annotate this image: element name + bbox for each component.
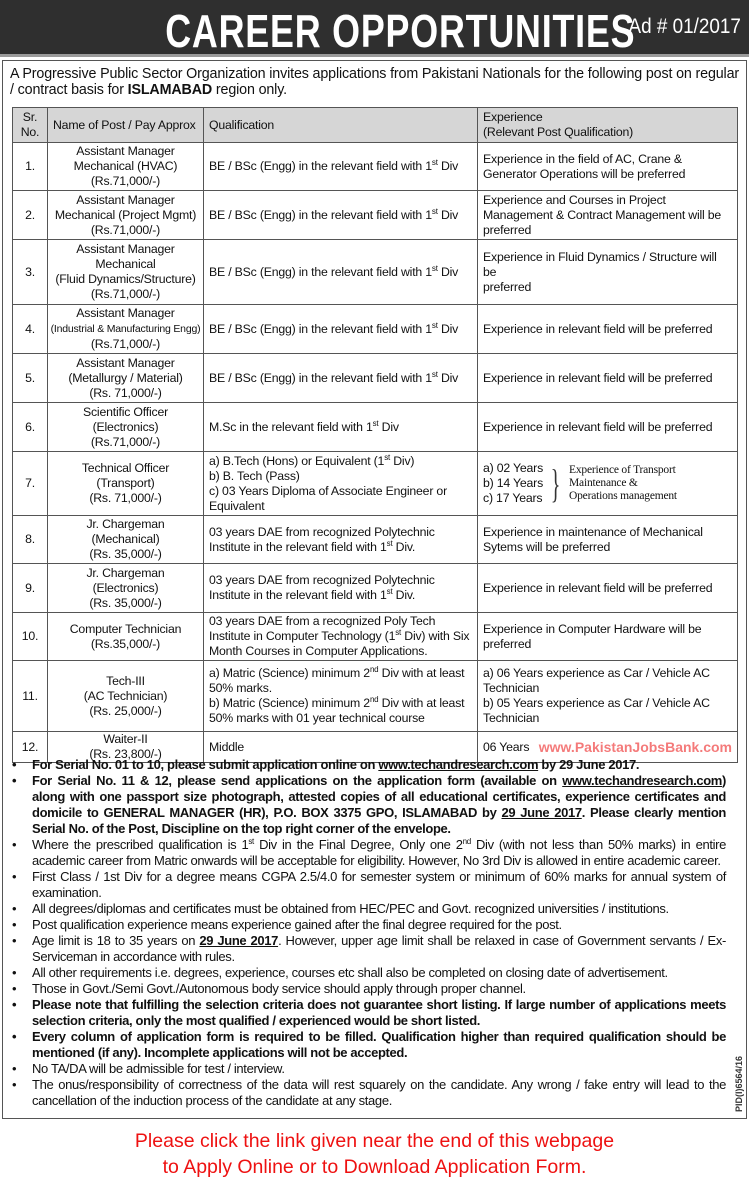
experience-line: preferred bbox=[483, 222, 532, 237]
table-row bbox=[13, 305, 738, 354]
note-segment: Every column of application form is required to be filled. Qualification higher than required qualification should be mentioned (if any). Incomplete applications will not be accepted. bbox=[32, 1029, 726, 1060]
experience bbox=[478, 516, 738, 564]
note-item bbox=[8, 837, 726, 869]
serial-number: 9. bbox=[13, 564, 48, 613]
qualification-line: BE / BSc (Engg) in the relevant field with 1st Div bbox=[209, 206, 459, 222]
experience-content bbox=[483, 420, 732, 435]
bullet-icon: • bbox=[12, 997, 17, 1012]
post-name bbox=[48, 143, 204, 191]
post-name-line: (Rs. 71,000/-) bbox=[89, 385, 162, 400]
qualification bbox=[204, 661, 478, 732]
table-row bbox=[13, 452, 738, 516]
note-segment: www.techandresearch.com bbox=[378, 757, 539, 772]
note-item bbox=[8, 1061, 726, 1077]
experience-line: b) 05 Years experience as Car / Vehicle AC bbox=[483, 696, 710, 710]
bullet-icon: • bbox=[12, 837, 17, 852]
experience-lines bbox=[483, 525, 703, 555]
post-name-line: Waiter-II bbox=[103, 732, 148, 746]
note-segment: Age limit is 18 to 35 years on bbox=[32, 933, 200, 948]
post-name-line: Mechanical bbox=[95, 257, 156, 271]
note-item bbox=[8, 1077, 726, 1109]
note-segment: No TA/DA will be admissible for test / interview. bbox=[32, 1061, 285, 1076]
post-name-line: (Rs.71,000/-) bbox=[90, 287, 161, 301]
post-name-line: (Rs.35,000/-) bbox=[90, 636, 161, 651]
qualification bbox=[204, 564, 478, 613]
note-text bbox=[32, 997, 726, 1029]
bullet-icon: • bbox=[12, 965, 17, 980]
note-item bbox=[8, 869, 726, 901]
bullet-icon: • bbox=[12, 773, 17, 788]
qualification-line: 03 years DAE from recognized Polytechnic bbox=[209, 573, 435, 587]
superscript: st bbox=[431, 320, 438, 330]
qualification-line: Month Courses in Computer Applications. bbox=[209, 644, 428, 658]
table-header-row bbox=[13, 108, 738, 143]
intro-region: ISLAMABAD bbox=[127, 82, 213, 98]
note-item bbox=[8, 757, 726, 773]
qualification bbox=[204, 516, 478, 564]
experience-lines bbox=[483, 193, 721, 238]
experience bbox=[478, 452, 738, 516]
qualification-line: BE / BSc (Engg) in the relevant field with 1st Div bbox=[209, 369, 459, 385]
experience bbox=[478, 403, 738, 452]
serial-number: 4. bbox=[13, 305, 48, 354]
superscript: st bbox=[372, 418, 379, 428]
post-name-line: (Rs. 35,000/-) bbox=[89, 595, 162, 610]
qualification-line: 50% marks with 01 year technical course bbox=[209, 711, 425, 725]
experience-line: 06 Years bbox=[483, 739, 530, 754]
experience-year: b) 14 Years bbox=[483, 476, 544, 490]
post-name bbox=[48, 354, 204, 403]
experience bbox=[478, 354, 738, 403]
experience-line: a) 06 Years experience as Car / Vehicle AC bbox=[483, 666, 710, 680]
post-name-line: (Rs. 23,800/-) bbox=[89, 747, 162, 761]
bullet-icon: • bbox=[12, 901, 17, 916]
experience-content bbox=[483, 740, 732, 755]
post-name-line: (Fluid Dynamics/Structure) bbox=[55, 272, 196, 286]
experience-note-line: Experience of Transport bbox=[569, 464, 676, 476]
table-body bbox=[13, 143, 738, 763]
experience-lines bbox=[483, 250, 732, 295]
superscript: st bbox=[431, 158, 438, 167]
serial-number: 8. bbox=[13, 516, 48, 564]
col-sr-line: No. bbox=[20, 125, 40, 139]
qualification-line: 03 years DAE from a recognized Poly Tech bbox=[209, 614, 436, 628]
post-name-line: (Rs.71,000/-) bbox=[90, 434, 161, 449]
bullet-icon: • bbox=[12, 757, 17, 772]
superscript: st bbox=[431, 263, 438, 273]
qualification bbox=[204, 452, 478, 516]
experience-years bbox=[483, 461, 543, 506]
experience bbox=[478, 661, 738, 732]
intro-text bbox=[10, 66, 745, 98]
experience-content bbox=[483, 250, 732, 295]
qualification bbox=[204, 240, 478, 305]
note-segment: Those in Govt./Semi Govt./Autonomous body service should apply through proper channel. bbox=[32, 981, 526, 996]
post-name-line: Tech-III bbox=[106, 673, 145, 688]
note-text bbox=[32, 901, 669, 917]
serial-number: 2. bbox=[13, 191, 48, 240]
note-text bbox=[32, 1029, 726, 1061]
note-segment: Div in the Final Degree, Only one 2 bbox=[253, 837, 463, 852]
qualification bbox=[204, 354, 478, 403]
post-name-line: (AC Technician) bbox=[83, 688, 168, 703]
qualification-line: Institute in the relevant field with 1st Div. bbox=[209, 587, 416, 602]
experience-line: Experience in the field of AC, Crane & bbox=[483, 151, 682, 166]
experience-year: a) 02 Years bbox=[483, 461, 544, 475]
superscript: nd bbox=[369, 695, 379, 704]
post-name bbox=[48, 191, 204, 240]
post-name-line: Assistant Manager bbox=[76, 144, 175, 158]
post-name-line: Technical Officer bbox=[81, 461, 170, 475]
experience-line: Experience in Fluid Dynamics / Structure will be bbox=[483, 249, 717, 279]
qualification-line: a) B.Tech (Hons) or Equivalent (1st Div) bbox=[209, 452, 415, 468]
note-item bbox=[8, 1029, 726, 1061]
experience bbox=[478, 305, 738, 354]
note-item bbox=[8, 917, 726, 933]
note-segment: ) along with one passport size photograph, attested copies of all educational certificates, experience certificates and domicile to GENERAL MANAGER (HR), P.O. BOX 3375 GPO, ISLAMABAD by bbox=[32, 773, 726, 820]
post-name-line: Jr. Chargeman bbox=[86, 565, 165, 580]
pid-code: PID(I)6564/16 bbox=[734, 1055, 744, 1112]
serial-number: 6. bbox=[13, 403, 48, 452]
experience-line: Management & Contract Management will be bbox=[483, 207, 722, 222]
experience bbox=[478, 564, 738, 613]
bullet-icon: • bbox=[12, 1029, 17, 1044]
experience-lines bbox=[483, 622, 701, 652]
experience-lines bbox=[483, 581, 712, 596]
experience-bracket bbox=[483, 461, 732, 506]
bullet-icon: • bbox=[12, 981, 17, 996]
note-item bbox=[8, 933, 726, 965]
qualification-line: Middle bbox=[209, 739, 245, 754]
superscript: nd bbox=[369, 665, 379, 674]
experience-lines bbox=[483, 152, 685, 182]
serial-number: 7. bbox=[13, 452, 48, 516]
note-text bbox=[32, 869, 726, 901]
post-name-line: Scientific Officer bbox=[82, 404, 168, 419]
note-text bbox=[32, 1061, 285, 1077]
note-segment: Post qualification experience means experience gained after the final degree required for the post. bbox=[32, 917, 562, 932]
note-text bbox=[32, 917, 562, 933]
table-row bbox=[13, 564, 738, 613]
experience-year: c) 17 Years bbox=[483, 491, 543, 505]
experience-content bbox=[483, 152, 732, 182]
bullet-icon: • bbox=[12, 917, 17, 932]
note-segment: For Serial No. 11 & 12, please send applications on the application form (available on bbox=[32, 773, 563, 788]
table-row bbox=[13, 354, 738, 403]
superscript: st bbox=[431, 369, 438, 379]
experience-line: Experience in relevant field will be preferred bbox=[483, 580, 713, 595]
experience-content bbox=[483, 193, 732, 238]
qualification-line: c) 03 Years Diploma of Associate Engineer or bbox=[209, 483, 447, 498]
intro-body: A Progressive Public Sector Organization invites applications from Pakistani Nationals for the following post on regular / contract basis for bbox=[10, 66, 739, 98]
qualification-line: Institute in Computer Technology (1st Div) with Six bbox=[209, 628, 470, 643]
note-segment: nd bbox=[462, 837, 471, 846]
qualification-line: 50% marks. bbox=[209, 681, 272, 695]
experience-lines bbox=[483, 322, 712, 337]
note-segment: 29 June 2017 bbox=[199, 933, 279, 948]
post-name-line: (Rs. 71,000/-) bbox=[89, 491, 162, 505]
notes-list bbox=[8, 757, 726, 1109]
experience-content bbox=[483, 622, 732, 652]
superscript: st bbox=[395, 628, 402, 637]
post-name-line: (Metallurgy / Material) bbox=[68, 370, 183, 385]
post-name-line: Assistant Manager bbox=[76, 355, 175, 370]
note-segment: Where the prescribed qualification is 1 bbox=[32, 837, 249, 852]
note-text bbox=[32, 773, 726, 837]
col-name: Name of Post / Pay Approx bbox=[48, 108, 204, 143]
note-segment: First Class / 1st Div for a degree means CGPA 2.5/4.0 for semester system or minimum of 60% marks for annual system of examination. bbox=[32, 869, 726, 900]
note-segment: 29 June 2017 bbox=[501, 805, 582, 820]
experience-content bbox=[483, 322, 732, 337]
col-exp-line: Experience bbox=[483, 110, 543, 124]
qualification-line: Equivalent bbox=[209, 498, 265, 513]
note-item bbox=[8, 773, 726, 837]
note-text bbox=[32, 1077, 726, 1109]
note-segment: Please note that fulfilling the selection criteria does not guarantee short listing. If large number of applications meets selection criteria, only the most qualified / experienced would be short listed. bbox=[32, 997, 726, 1028]
table-row bbox=[13, 661, 738, 732]
table-row bbox=[13, 403, 738, 452]
post-name bbox=[48, 613, 204, 661]
experience-line: Experience in Computer Hardware will be bbox=[483, 621, 702, 636]
experience-line: Sytems will be preferred bbox=[483, 539, 611, 554]
ad-number: Ad # 01/2017 bbox=[628, 15, 741, 38]
qualification-line: BE / BSc (Engg) in the relevant field with 1st Div bbox=[209, 263, 459, 279]
serial-number: 5. bbox=[13, 354, 48, 403]
post-name bbox=[48, 452, 204, 516]
post-name bbox=[48, 403, 204, 452]
serial-number: 3. bbox=[13, 240, 48, 305]
col-experience bbox=[478, 108, 738, 143]
table-row bbox=[13, 191, 738, 240]
footer-notice bbox=[0, 1128, 749, 1180]
post-name-line: (Electronics) bbox=[92, 580, 159, 595]
post-name-line: Computer Technician bbox=[69, 621, 182, 636]
experience-lines bbox=[483, 666, 710, 726]
post-name bbox=[48, 240, 204, 305]
experience-note bbox=[569, 464, 677, 503]
post-name-line: (Industrial & Manufacturing Engg) bbox=[50, 323, 201, 335]
post-name-line: Assistant Manager bbox=[76, 306, 175, 320]
serial-number: 12. bbox=[13, 732, 48, 763]
note-segment: www.techandresearch.com bbox=[562, 773, 723, 788]
col-sr-line: Sr. bbox=[22, 110, 38, 124]
post-name-line: Assistant Manager bbox=[76, 192, 175, 207]
note-text bbox=[32, 965, 668, 981]
superscript: st bbox=[384, 452, 391, 462]
note-text bbox=[32, 757, 639, 773]
experience-line: preferred bbox=[483, 279, 532, 294]
note-segment: Div (with not less than 50% marks) in entire academic career from Matric onwards will be acceptable for eligibility. However, No 3rd Div is allowed in entire academic career. bbox=[32, 837, 726, 868]
post-name-line: (Rs. 35,000/-) bbox=[89, 547, 162, 561]
post-name bbox=[48, 305, 204, 354]
qualification-line: BE / BSc (Engg) in the relevant field with 1st Div bbox=[209, 320, 459, 336]
superscript: st bbox=[431, 206, 438, 216]
note-text bbox=[32, 837, 726, 869]
note-segment: . Please clearly mention Serial No. of the Post, Discipline on the top right corner of the envelope. bbox=[32, 805, 726, 836]
post-name-line: Mechanical (Project Mgmt) bbox=[54, 207, 197, 222]
bullet-icon: • bbox=[12, 1077, 17, 1092]
experience-content bbox=[483, 666, 732, 726]
experience-content bbox=[483, 581, 732, 596]
watermark: www.PakistanJobsBank.com bbox=[538, 738, 732, 755]
table-row bbox=[13, 240, 738, 305]
qualification-line: b) B. Tech (Pass) bbox=[209, 468, 300, 483]
footer-line-1: Please click the link given near the end of this webpage bbox=[134, 1130, 615, 1152]
note-item bbox=[8, 965, 726, 981]
experience-line: Experience in relevant field will be preferred bbox=[483, 370, 713, 385]
experience-lines bbox=[483, 740, 529, 755]
experience-note-line: Maintenance & bbox=[569, 477, 638, 489]
post-name-line: (Rs.71,000/-) bbox=[90, 337, 161, 351]
post-name-line: Assistant Manager bbox=[76, 242, 175, 256]
note-item bbox=[8, 901, 726, 917]
experience-line: Technician bbox=[483, 711, 540, 725]
intro-suffix: region only. bbox=[212, 82, 287, 98]
experience-content bbox=[483, 525, 732, 555]
note-segment: All other requirements i.e. degrees, experience, courses etc shall also be completed on closing date of advertisement. bbox=[32, 965, 668, 980]
qualification bbox=[204, 305, 478, 354]
post-name-line: (Mechanical) bbox=[91, 532, 160, 546]
serial-number: 10. bbox=[13, 613, 48, 661]
post-name-line: Mechanical (HVAC) bbox=[73, 159, 178, 173]
qualification-line: 03 years DAE from recognized Polytechnic bbox=[209, 524, 435, 539]
note-segment: The onus/responsibility of correctness of the data will rest squarely on the candidate. Any wrong / fake entry will lead to the cancellation of the induction process of the candidate at any stage. bbox=[32, 1077, 726, 1108]
post-name bbox=[48, 516, 204, 564]
experience-line: Experience in relevant field will be preferred bbox=[483, 321, 713, 336]
qualification bbox=[204, 403, 478, 452]
qualification-line: M.Sc in the relevant field with 1st Div bbox=[209, 418, 399, 434]
post-name-line: (Transport) bbox=[96, 476, 155, 490]
note-segment: by 29 June 2017. bbox=[538, 757, 640, 772]
note-segment: st bbox=[248, 837, 254, 846]
qualification-line: Institute in the relevant field with 1st Div. bbox=[209, 538, 416, 554]
col-exp-line: (Relevant Post Qualification) bbox=[483, 125, 634, 139]
col-qualification: Qualification bbox=[204, 108, 478, 143]
posts-table bbox=[12, 107, 738, 763]
post-name-line: Jr. Chargeman bbox=[86, 517, 165, 531]
superscript: st bbox=[386, 538, 393, 548]
experience bbox=[478, 191, 738, 240]
bullet-icon: • bbox=[12, 933, 17, 948]
brace-icon: } bbox=[550, 460, 561, 506]
post-name-line: (Rs. 25,000/-) bbox=[89, 703, 162, 718]
page-title: CAREER OPPORTUNITIES bbox=[165, 5, 636, 57]
qualification bbox=[204, 613, 478, 661]
header-banner bbox=[0, 0, 749, 57]
table-row bbox=[13, 613, 738, 661]
experience-lines bbox=[483, 420, 712, 435]
experience-line: preferred bbox=[483, 636, 532, 651]
experience-note-line: Operations management bbox=[569, 490, 677, 502]
bullet-icon: • bbox=[12, 869, 17, 884]
experience-line: Generator Operations will be preferred bbox=[483, 166, 686, 181]
note-segment: All degrees/diplomas and certificates must be obtained from HEC/PEC and Govt. recognized universities / institutions. bbox=[32, 901, 669, 916]
qualification-line: a) Matric (Science) minimum 2nd Div with at least bbox=[209, 665, 465, 680]
post-name-line: (Rs.71,000/-) bbox=[90, 174, 161, 188]
qualification bbox=[204, 143, 478, 191]
note-text bbox=[32, 933, 726, 965]
post-name-line: (Electronics) bbox=[92, 419, 159, 434]
table-row bbox=[13, 516, 738, 564]
experience-line: Experience in relevant field will be preferred bbox=[483, 419, 713, 434]
experience bbox=[478, 240, 738, 305]
experience-lines bbox=[483, 371, 712, 386]
experience-line: Technician bbox=[483, 681, 540, 695]
footer-line-2: to Apply Online or to Download Application Form. bbox=[162, 1156, 587, 1178]
note-text bbox=[32, 981, 526, 997]
superscript: st bbox=[386, 587, 393, 596]
experience bbox=[478, 613, 738, 661]
table-row bbox=[13, 143, 738, 191]
experience-content bbox=[483, 371, 732, 386]
note-segment: For Serial No. 01 to 10, please submit application online on bbox=[32, 757, 379, 772]
post-name bbox=[48, 661, 204, 732]
note-item bbox=[8, 981, 726, 997]
bullet-icon: • bbox=[12, 1061, 17, 1076]
experience bbox=[478, 143, 738, 191]
note-item bbox=[8, 997, 726, 1029]
post-name-line: (Rs.71,000/-) bbox=[90, 222, 161, 237]
post-name bbox=[48, 564, 204, 613]
experience-line: Experience and Courses in Project bbox=[483, 192, 666, 207]
qualification-line: BE / BSc (Engg) in the relevant field with 1st Div bbox=[209, 158, 459, 173]
serial-number: 1. bbox=[13, 143, 48, 191]
serial-number: 11. bbox=[13, 661, 48, 732]
note-segment: . However, upper age limit shall be relaxed in case of Government servants / Ex-Serviceman in accordance with rules. bbox=[32, 933, 726, 964]
qualification bbox=[204, 191, 478, 240]
col-sr bbox=[13, 108, 48, 143]
qualification-line: b) Matric (Science) minimum 2nd Div with at least bbox=[209, 695, 465, 710]
experience-line: Experience in maintenance of Mechanical bbox=[483, 524, 703, 539]
